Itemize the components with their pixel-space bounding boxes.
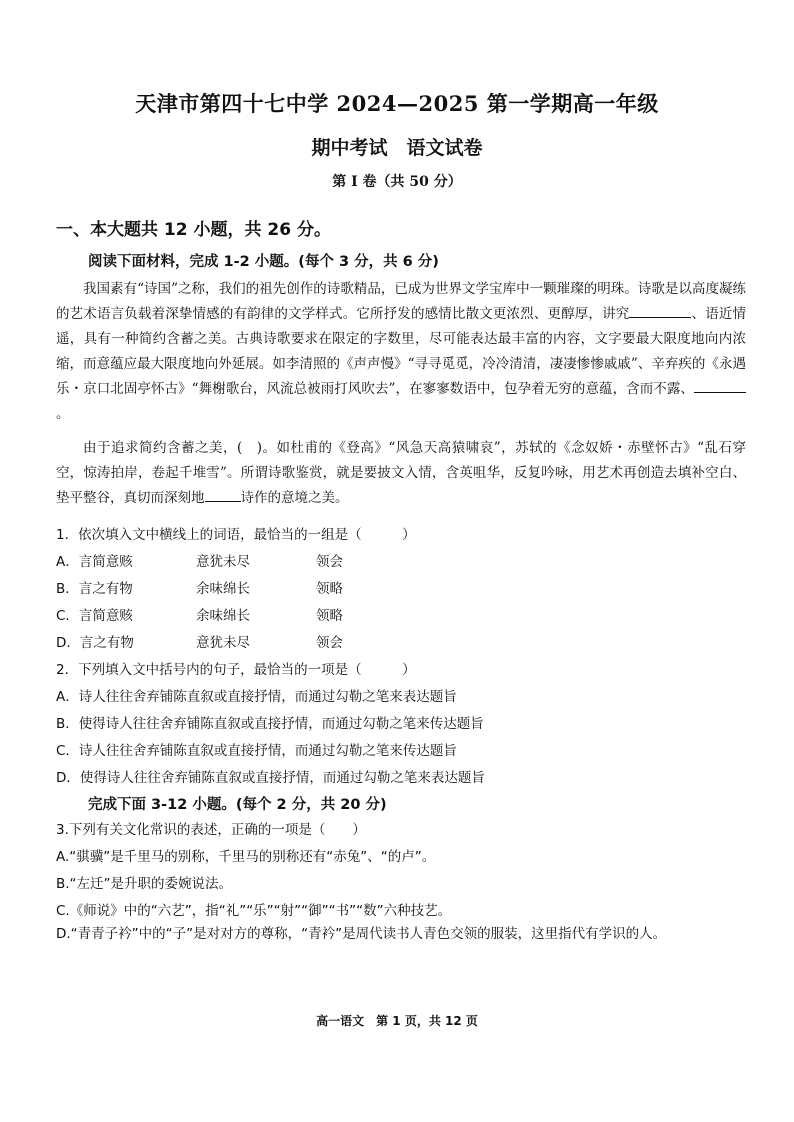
answer-blank-1 xyxy=(629,303,691,318)
passage-p2-part-b: 诗作的意境之美。 xyxy=(240,490,349,506)
passage-paragraph-1 xyxy=(56,277,746,427)
option-d-word-2: 意犹未尽 xyxy=(196,635,250,651)
answer-blank-2 xyxy=(694,378,746,393)
option-d-word-1: D．言之有物 xyxy=(56,635,134,651)
passage-p1-part-b: 、语近情遥，具有一种简约含蓄之美。古典诗歌要求在限定的字数里，尽可能表达最丰富的内容，文字要最大限度地向内浓缩，而意蕴应最大限度地向外延展。如李清照的《声声慢》“寻寻觅觅，冷冷清清，凄凄惨惨戚戚”、辛弃疾的《永遇乐・京口北固亭怀古》“舞榭歌台，风流总被雨打风吹去”，在寥寥数语中，包孕着无穷的意蕴，含而不露、 xyxy=(56,306,746,397)
question-2-option-c: C．诗人往往舍弃铺陈直叙或直接抒情，而通过勾勒之笔来传达题旨 xyxy=(56,743,457,759)
option-b-word-1: B．言之有物 xyxy=(56,581,133,597)
question-1-stem: 1．依次填入文中横线上的词语，最恰当的一组是（ ） xyxy=(56,527,416,543)
option-c-word-3: 领略 xyxy=(316,608,343,624)
question-2-option-d: D．使得诗人往往舍弃铺陈直叙或直接抒情，而通过勾勒之笔来表达题旨 xyxy=(56,770,485,786)
page-footer: 高一语文 第 1 页，共 12 页 xyxy=(316,1014,478,1028)
option-c-word-2: 余味绵长 xyxy=(196,608,250,624)
answer-blank-3 xyxy=(205,487,241,502)
question-3-stem: 3.下列有关文化常识的表述，正确的一项是（ ） xyxy=(56,822,366,838)
option-a-word-3: 领会 xyxy=(316,554,343,570)
passage-p1-part-a: 我国素有“诗国”之称，我们的祖先创作的诗歌精品，已成为世界文学宝库中一颗璀璨的明珠。诗歌是以高度凝练的艺术语言负载着深挚情感的有韵律的文学样式。它所抒发的感情比散文更浓烈、更醇厚，讲究 xyxy=(56,281,746,322)
passage-paragraph-2 xyxy=(56,436,746,511)
question-2-stem: 2．下列填入文中括号内的句子，最恰当的一项是（ ） xyxy=(56,662,416,678)
section-heading: 一、本大题共 12 小题，共 26 分。 xyxy=(56,220,331,240)
option-a-word-2: 意犹未尽 xyxy=(196,554,250,570)
question-3-option-a: A.“骐骥”是千里马的别称，千里马的别称还有“赤兔”、“的卢”。 xyxy=(56,849,436,865)
exam-title-subject: 期中考试 语文试卷 xyxy=(311,137,483,159)
passage-p2-part-a: 由于追求简约含蓄之美，( )。如杜甫的《登高》“风急天高猿啸哀”，苏轼的《念奴娇・赤壁怀古》“乱石穿空，惊涛拍岸，卷起千堆雪”。所谓诗歌鉴赏，就是要披文入情，含英咀华，反复吟咏，用艺术再创造去填补空白、垫平整谷，真切而深刻地 xyxy=(56,440,746,506)
option-b-word-2: 余味绵长 xyxy=(196,581,250,597)
question-2-option-b: B．使得诗人往往舍弃铺陈直叙或直接抒情，而通过勾勒之笔来传达题旨 xyxy=(56,716,484,732)
instruction-q3-12: 完成下面 3-12 小题。(每个 2 分，共 20 分) xyxy=(88,797,387,813)
exam-title-school: 天津市第四十七中学 2024—2025 第一学期高一年级 xyxy=(135,91,659,116)
option-b-word-3: 领略 xyxy=(316,581,343,597)
instruction-q1-2: 阅读下面材料，完成 1-2 小题。(每个 3 分，共 6 分) xyxy=(88,254,439,270)
option-c-word-1: C．言简意赅 xyxy=(56,608,133,624)
option-a-word-1: A．言简意赅 xyxy=(56,554,133,570)
option-d-word-3: 领会 xyxy=(316,635,343,651)
question-3-option-b: B.“左迁”是升职的委婉说法。 xyxy=(56,876,233,892)
question-3-option-c: C.《师说》中的“六艺”，指“礼”“乐”“射”“御”“书”“数”六种技艺。 xyxy=(56,903,452,919)
question-3-option-d: D.“青青子衿”中的“子”是对对方的尊称，“青衿”是周代读书人青色交领的服装，这里指代有学识的人。 xyxy=(56,926,667,942)
exam-part-label: 第 I 卷（共 50 分） xyxy=(332,174,462,190)
question-2-option-a: A．诗人往往舍弃铺陈直叙或直接抒情，而通过勾勒之笔来表达题旨 xyxy=(56,689,457,705)
passage-p1-part-c: 。 xyxy=(56,406,70,422)
